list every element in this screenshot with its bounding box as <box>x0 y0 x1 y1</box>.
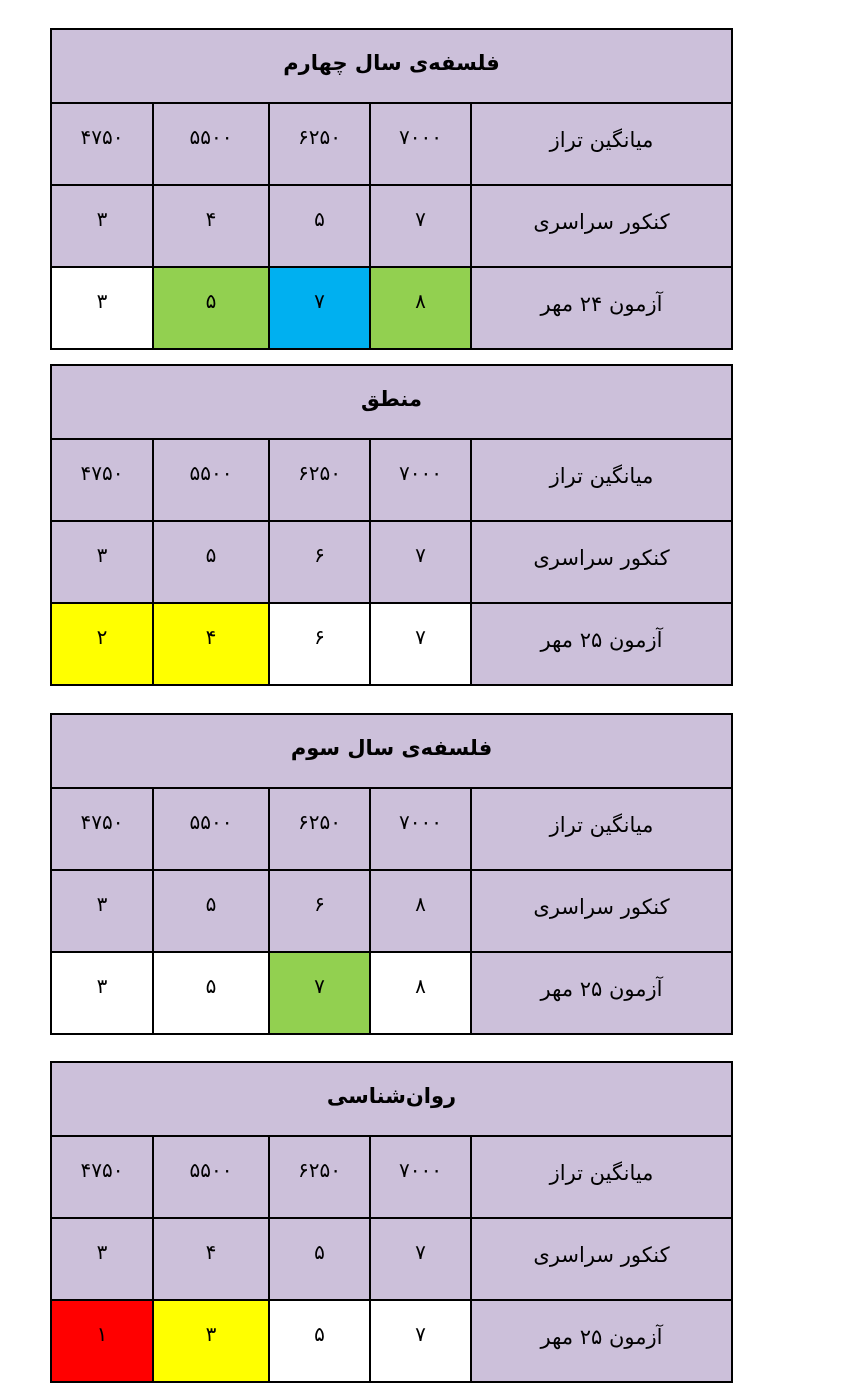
cell-value: ۷ <box>269 952 370 1034</box>
score-table <box>50 1061 733 1383</box>
table-row <box>51 788 732 870</box>
cell-value: ۶۲۵۰ <box>269 439 370 521</box>
table-row <box>51 603 732 685</box>
cell-value: ۷۰۰۰ <box>370 788 471 870</box>
table-title: فلسفه‌ی سال چهارم <box>51 29 732 103</box>
cell-value: ۲ <box>51 603 153 685</box>
row-label: آزمون ۲۵ مهر <box>471 952 732 1034</box>
cell-value: ۳ <box>153 1300 269 1382</box>
table-title: روان‌شناسی <box>51 1062 732 1136</box>
row-label: آزمون ۲۵ مهر <box>471 1300 732 1382</box>
cell-value: ۸ <box>370 267 471 349</box>
table-row <box>51 103 732 185</box>
cell-value: ۸ <box>370 870 471 952</box>
table-title-row <box>51 1062 732 1136</box>
cell-value: ۳ <box>51 185 153 267</box>
cell-value: ۵ <box>269 1218 370 1300</box>
row-label: آزمون ۲۵ مهر <box>471 603 732 685</box>
cell-value: ۷ <box>370 1300 471 1382</box>
table-title: فلسفه‌ی سال سوم <box>51 714 732 788</box>
table-row <box>51 521 732 603</box>
cell-value: ۵ <box>153 267 269 349</box>
cell-value: ۶ <box>269 870 370 952</box>
cell-value: ۴ <box>153 1218 269 1300</box>
cell-value: ۷ <box>370 1218 471 1300</box>
table-row <box>51 185 732 267</box>
row-label: کنکور سراسری <box>471 870 732 952</box>
score-table <box>50 713 733 1035</box>
cell-value: ۶ <box>269 521 370 603</box>
table-row <box>51 1300 732 1382</box>
row-label: میانگین تراز <box>471 439 732 521</box>
cell-value: ۴ <box>153 603 269 685</box>
cell-value: ۵ <box>153 952 269 1034</box>
cell-value: ۵ <box>269 185 370 267</box>
table-title-row <box>51 714 732 788</box>
table-row <box>51 1136 732 1218</box>
cell-value: ۵۵۰۰ <box>153 103 269 185</box>
cell-value: ۵ <box>153 521 269 603</box>
row-label: آزمون ۲۴ مهر <box>471 267 732 349</box>
cell-value: ۷۰۰۰ <box>370 103 471 185</box>
table-row <box>51 267 732 349</box>
cell-value: ۷ <box>370 603 471 685</box>
table-title-row <box>51 365 732 439</box>
cell-value: ۶۲۵۰ <box>269 1136 370 1218</box>
cell-value: ۶۲۵۰ <box>269 788 370 870</box>
table-title: منطق <box>51 365 732 439</box>
cell-value: ۷ <box>370 185 471 267</box>
cell-value: ۵۵۰۰ <box>153 788 269 870</box>
cell-value: ۴۷۵۰ <box>51 788 153 870</box>
cell-value: ۱ <box>51 1300 153 1382</box>
row-label: کنکور سراسری <box>471 185 732 267</box>
cell-value: ۴۷۵۰ <box>51 1136 153 1218</box>
row-label: میانگین تراز <box>471 788 732 870</box>
cell-value: ۵۵۰۰ <box>153 1136 269 1218</box>
cell-value: ۷۰۰۰ <box>370 439 471 521</box>
row-label: میانگین تراز <box>471 1136 732 1218</box>
cell-value: ۴۷۵۰ <box>51 103 153 185</box>
cell-value: ۵ <box>153 870 269 952</box>
score-table <box>50 364 733 686</box>
row-label: میانگین تراز <box>471 103 732 185</box>
table-title-row <box>51 29 732 103</box>
cell-value: ۳ <box>51 1218 153 1300</box>
score-table <box>50 28 733 350</box>
cell-value: ۳ <box>51 870 153 952</box>
table-row <box>51 1218 732 1300</box>
row-label: کنکور سراسری <box>471 1218 732 1300</box>
cell-value: ۳ <box>51 952 153 1034</box>
row-label: کنکور سراسری <box>471 521 732 603</box>
cell-value: ۶۲۵۰ <box>269 103 370 185</box>
table-row <box>51 439 732 521</box>
cell-value: ۷۰۰۰ <box>370 1136 471 1218</box>
cell-value: ۷ <box>370 521 471 603</box>
cell-value: ۳ <box>51 267 153 349</box>
table-row <box>51 870 732 952</box>
cell-value: ۸ <box>370 952 471 1034</box>
cell-value: ۶ <box>269 603 370 685</box>
cell-value: ۴ <box>153 185 269 267</box>
cell-value: ۳ <box>51 521 153 603</box>
cell-value: ۵۵۰۰ <box>153 439 269 521</box>
cell-value: ۴۷۵۰ <box>51 439 153 521</box>
table-row <box>51 952 732 1034</box>
cell-value: ۷ <box>269 267 370 349</box>
cell-value: ۵ <box>269 1300 370 1382</box>
